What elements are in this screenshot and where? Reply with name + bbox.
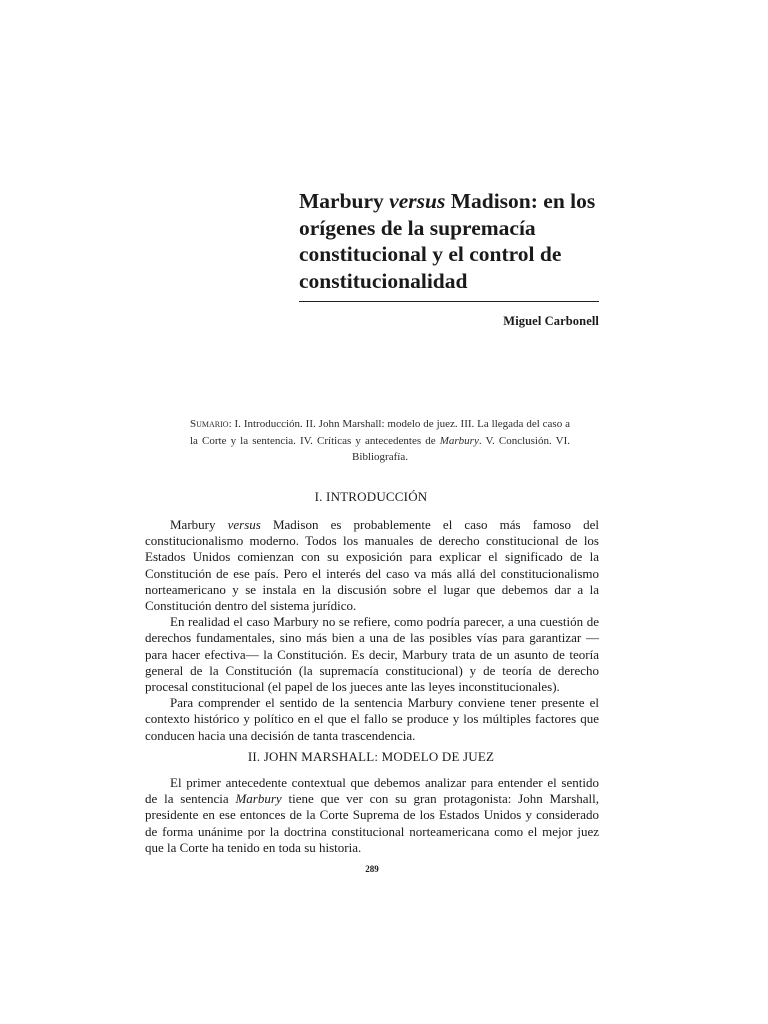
paragraph-italic: versus (227, 517, 261, 532)
title-italic: versus (389, 189, 446, 213)
paragraph: Para comprender el sentido de la sentencia Marbury conviene tener presente el contexto histórico y político en el que el fallo se produce y los múltiples factores que conducen hacia una decisión de tanta trascendencia. (145, 695, 599, 743)
summary-text-1: I. Introducción. II. John Marshall: modelo de juez. III. La llegada del caso a la Corte y la sentencia. IV. Críticas y antecedentes de (190, 418, 570, 447)
title-part2: Madison: en los orígenes de la supremacía constitucional y el control de constitucionalidad (299, 189, 596, 293)
paragraph-text: Madison es probablemente el caso más famoso del constitucionalismo moderno. Todos los manuales de derecho constitucional de los Estados Unidos comienzan con su exposición para explicar el significado de la Constitución de ese país. Pero el interés del caso va más allá del constitucionalismo norteamericano y se instala en la discusión sobre el lugar que debemos dar a la Constitución dentro del sistema jurídico. (145, 517, 599, 614)
summary-label: Sumario: (190, 418, 232, 430)
paragraph (145, 775, 599, 856)
paragraph-text: Marbury (170, 517, 228, 532)
summary-text-2: . V. Conclusión. VI. Bibliografía. (352, 434, 570, 463)
summary-block (190, 416, 570, 466)
page-number: 289 (365, 864, 379, 874)
section-body-introduccion (145, 517, 599, 744)
paragraph-italic: Marbury (235, 791, 282, 807)
article-title (299, 188, 599, 294)
section-body-john-marshall (145, 775, 599, 856)
section-heading-introduccion: I. INTRODUCCIÓN (314, 489, 428, 504)
title-block (299, 188, 599, 329)
paragraph-text: El primer antecedente contextual que debemos analizar para entender el sentido de la sentencia (145, 775, 599, 807)
title-rule (299, 301, 599, 302)
section-heading-john-marshall: II. JOHN MARSHALL: MODELO DE JUEZ (247, 749, 495, 764)
author-name: Miguel Carbonell (503, 314, 599, 328)
paragraph: En realidad el caso Marbury no se refiere, como podría parecer, a una cuestión de derechos fundamentales, sino más bien a una de las posibles vías para garantizar —para hacer efectiva— la Constitución. Es decir, Marbury trata de un asunto de teoría general de la Constitución (la supremacía constitucional) y de teoría de derecho procesal constitucional (el papel de los jueces ante las leyes inconstitucionales). (145, 614, 599, 695)
title-part1: Marbury (299, 189, 390, 213)
paragraph-text: tiene que ver con su gran protagonista: John Marshall, presidente en ese entonces de la Corte Suprema de los Estados Unidos y considerado de forma unánime por la doctrina constitucional norteamericana como el mejor juez que la Corte ha tenido en toda su historia. (145, 791, 599, 855)
paragraph (145, 517, 599, 614)
summary-italic: Marbury (439, 434, 479, 447)
